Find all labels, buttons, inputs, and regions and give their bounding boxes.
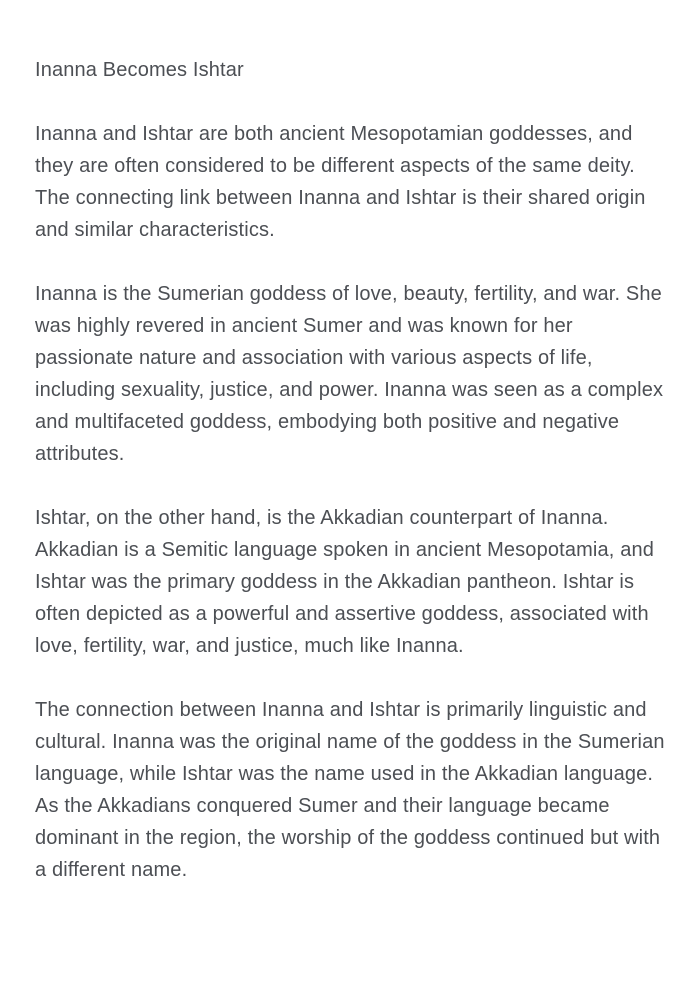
paragraph-ishtar: Ishtar, on the other hand, is the Akkadian counterpart of Inanna. Akkadian is a Semitic language spoken in ancient Mesopotamia, and Ishtar was the primary goddess in the Akkadian pantheon. Ishtar is often depicted as a powerful and assertive goddess, associated with love, fertility, war, and justice, much like Inanna. — [35, 507, 655, 657]
paragraph-inanna: Inanna is the Sumerian goddess of love, beauty, fertility, and war. She was highly revered in ancient Sumer and was known for her passionate nature and association with various aspects of life, including sexuality, justice, and power. Inanna was seen as a complex and multifaceted goddess, embodying both positive and negative attributes. — [35, 283, 664, 465]
paragraph-connection: The connection between Inanna and Ishtar is primarily linguistic and cultural. Inanna was the original name of the goddess in the Sumerian language, while Ishtar was the name used in the Akkadian language. As the Akkadians conquered Sumer and their language became dominant in the region, the worship of the goddess continued but with a different name. — [35, 699, 665, 881]
document-title: Inanna Becomes Ishtar — [35, 59, 244, 81]
paragraph-intro: Inanna and Ishtar are both ancient Mesopotamian goddesses, and they are often considered to be different aspects of the same deity. The connecting link between Inanna and Ishtar is their shared origin and similar characteristics. — [35, 123, 646, 241]
